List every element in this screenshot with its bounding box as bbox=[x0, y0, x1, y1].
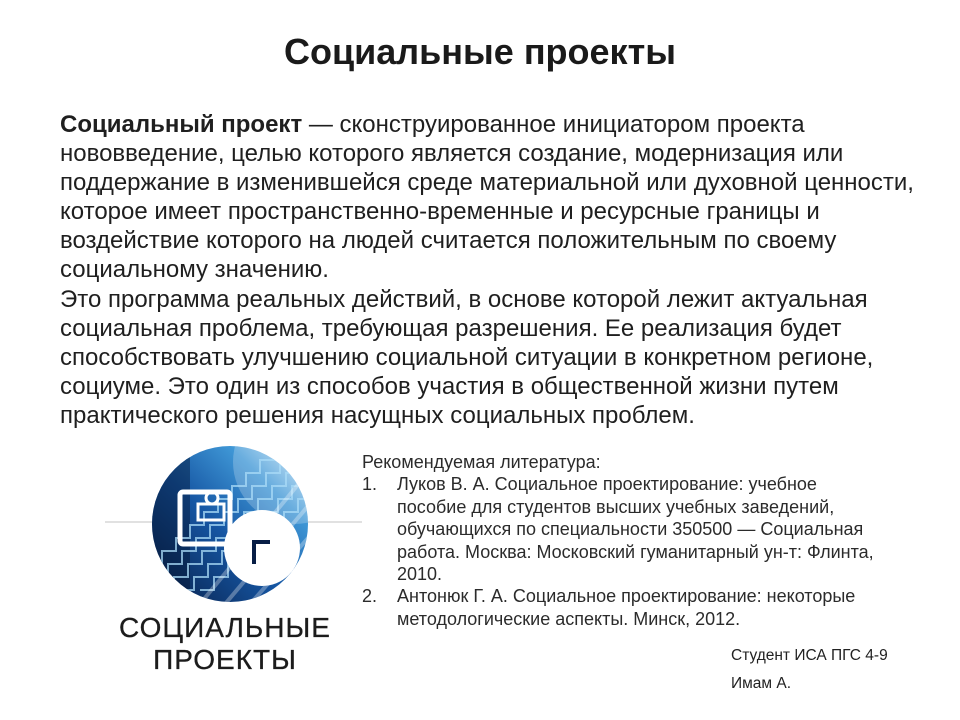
definition-term: Социальный проект bbox=[60, 111, 303, 138]
literature-block bbox=[362, 451, 874, 630]
description-line: социальная проблема, требующая разрешения. Ее реализация будет bbox=[60, 315, 842, 342]
literature-item-line: работа. Москва: Московский гуманитарный ун-т: Флинта, bbox=[397, 541, 874, 562]
logo-wordmark bbox=[100, 612, 350, 676]
definition-line: которое имеет пространственно-временные и ресурсные границы и bbox=[60, 198, 820, 225]
logo-wordmark-line2: ПРОЕКТЫ bbox=[153, 644, 297, 675]
literature-item bbox=[362, 585, 874, 630]
definition-line: поддержание в изменившейся среде материальной или духовной ценности, bbox=[60, 169, 914, 196]
literature-item-line: Антонюк Г. А. Социальное проектирование: некоторые bbox=[397, 586, 856, 607]
literature-item-line: Луков В. А. Социальное проектирование: учебное bbox=[397, 474, 817, 495]
logo-wordmark-line1: СОЦИАЛЬНЫЕ bbox=[119, 612, 331, 643]
definition-line: социальному значению. bbox=[60, 256, 329, 283]
literature-item-text bbox=[397, 585, 855, 630]
definition-line: нововведение, целью которого является создание, модернизация или bbox=[60, 140, 844, 167]
literature-item-line: 2010. bbox=[397, 563, 443, 584]
definition-first-line-text: — сконструированное инициатором проекта bbox=[302, 111, 805, 138]
description-line: Это программа реальных действий, в основе которой лежит актуальная bbox=[60, 286, 868, 313]
description-line: способствовать улучшению социальной ситуации в конкретном регионе, bbox=[60, 344, 874, 371]
literature-item-line: методологические аспекты. Минск, 2012. bbox=[397, 608, 741, 629]
description-line: социуме. Это один из способов участия в общественной жизни путем bbox=[60, 373, 839, 400]
definition-line bbox=[60, 110, 914, 139]
white-circle-shape bbox=[224, 510, 300, 586]
literature-item-text bbox=[397, 473, 874, 585]
literature-item-line: пособие для студентов высших учебных заведений, bbox=[397, 496, 835, 517]
literature-heading: Рекомендуемая литература: bbox=[362, 452, 601, 472]
author-name: Имам А. bbox=[731, 675, 792, 692]
social-projects-emblem-icon bbox=[100, 440, 370, 610]
literature-item bbox=[362, 473, 874, 585]
literature-item-line: обучающихся по специальности 350500 — Социальная bbox=[397, 519, 864, 540]
author-block bbox=[731, 642, 888, 698]
slide-title: Социальные проекты bbox=[284, 31, 676, 72]
definition-line: воздействие которого на людей считается положительным по своему bbox=[60, 227, 837, 254]
literature-item-number: 2. bbox=[362, 586, 378, 607]
author-group: Студент ИСА ПГС 4-9 bbox=[731, 647, 888, 664]
description-line: практического решения насущных социальных проблем. bbox=[60, 402, 695, 429]
literature-item-number: 1. bbox=[362, 474, 378, 495]
description-paragraph bbox=[60, 285, 873, 430]
definition-paragraph bbox=[60, 110, 914, 284]
